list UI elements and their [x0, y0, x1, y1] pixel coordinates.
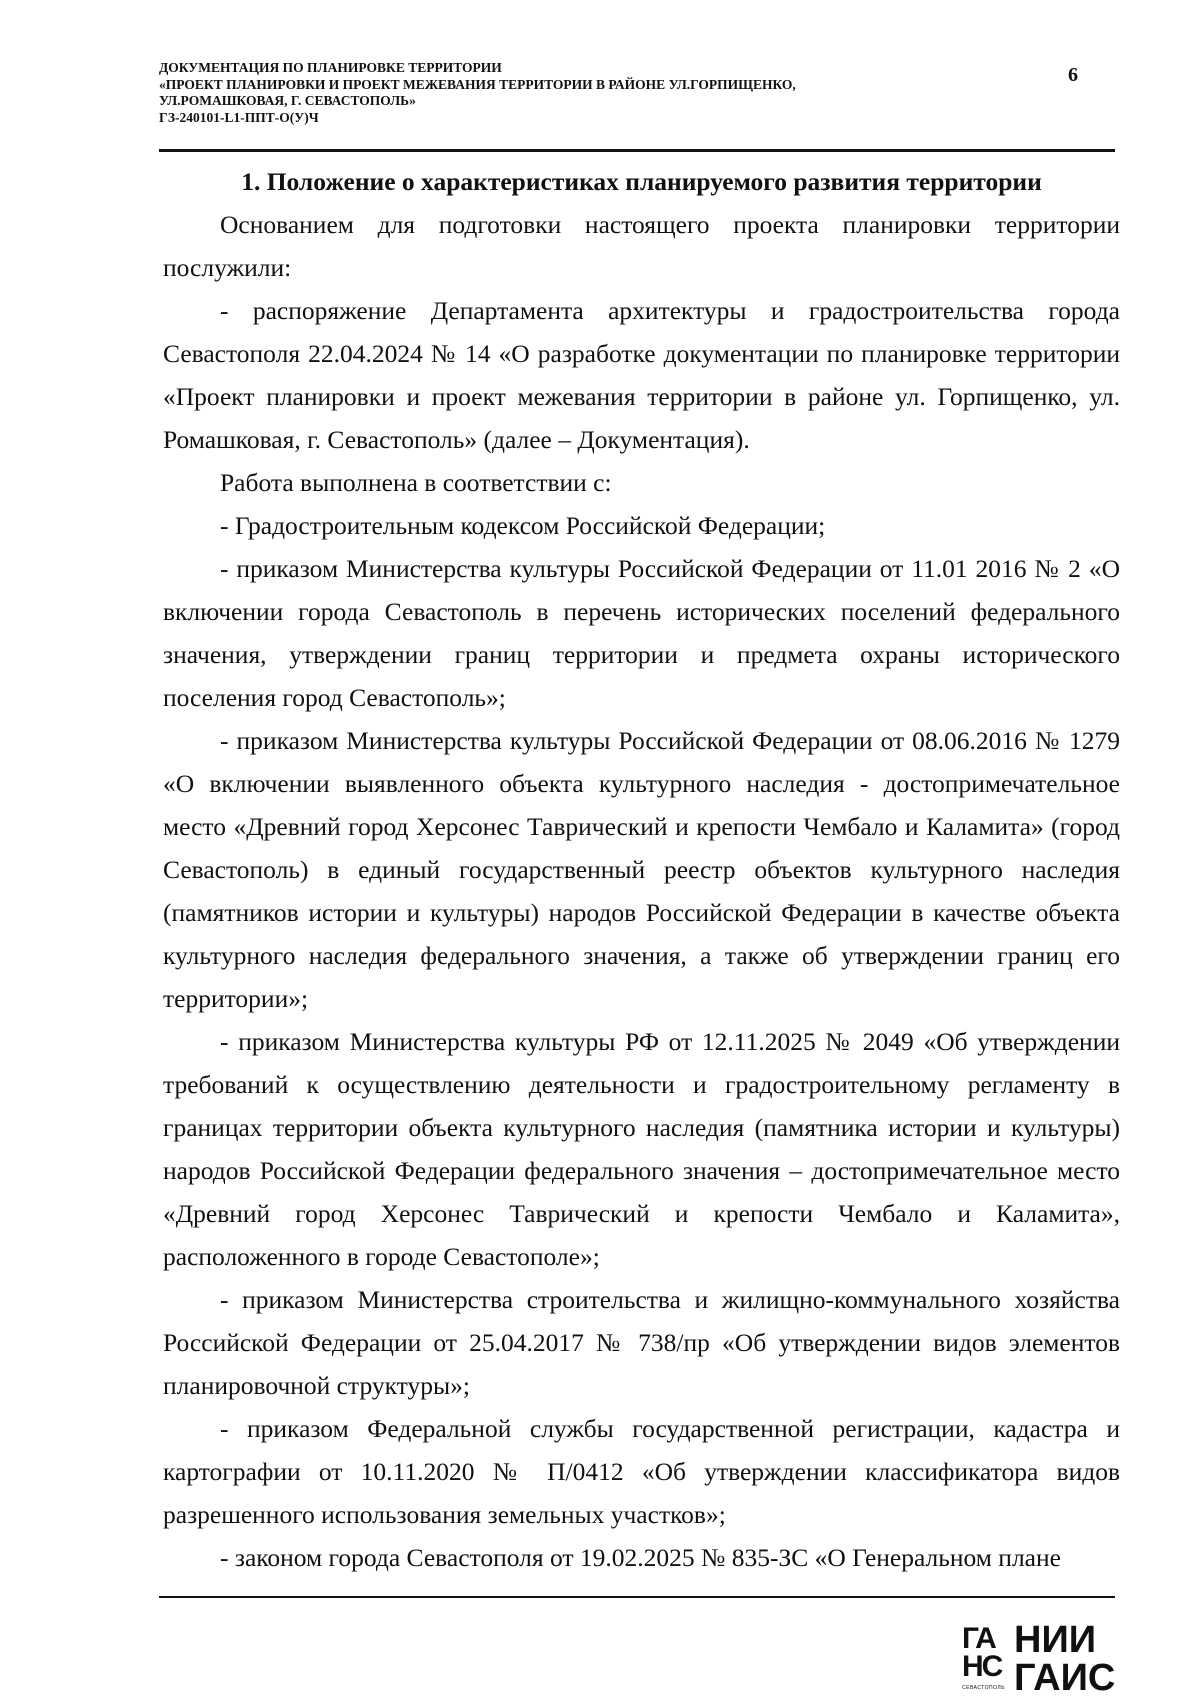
paragraph-5: - приказом Министерства культуры Российской Федерации от 11.01 2016 № 2 «О включении города Севастополь в перечень исторических поселений федерального значения, утверждении границ территории и предмета охраны исторического поселения город Севастополь»;	[163, 554, 1120, 712]
logo-mark-bottom: НС	[962, 1650, 1002, 1683]
header-line-1: ДОКУМЕНТАЦИЯ ПО ПЛАНИРОВКЕ ТЕРРИТОРИИ	[159, 60, 502, 75]
logo-word-bottom: ГАИС	[1014, 1657, 1116, 1699]
nii-gais-logo	[962, 1619, 1132, 1699]
paragraph-2: - распоряжение Департамента архитектуры и градостроительства города Севастополя 22.04.2024 № 14 «О разработке документации по планировке территории «Проект планировки и проект межевания территории в районе ул. Горпищенко, ул. Ромашковая, г. Севастополь» (далее – Документация).	[163, 296, 1120, 454]
section-title: 1. Положение о характеристиках планируемого развития территории	[241, 167, 1042, 196]
paragraph-7: - приказом Министерства культуры РФ от 12.11.2025 № 2049 «Об утверждении требований к осуществлению деятельности и градостроительному регламенту в границах территории объекта культурного наследия (памятника истории и культуры) народов Российской Федерации федерального значения – достопримечательное место «Древний город Херсонес Таврический и крепости Чембало и Каламита», расположенного в городе Севастополе»;	[163, 1027, 1120, 1271]
paragraph-8: - приказом Министерства строительства и жилищно-коммунального хозяйства Российской Федерации от 25.04.2017 № 738/пр «Об утверждении видов элементов планировочной структуры»;	[163, 1285, 1120, 1400]
document-header	[159, 60, 1059, 126]
header-divider	[159, 149, 1115, 152]
paragraph-1: Основанием для подготовки настоящего проекта планировки территории послужили:	[163, 210, 1120, 282]
header-line-4: ГЗ-240101-L1-ППТ-О(У)Ч	[159, 109, 319, 125]
logo-small-text: СЕВАСТОПОЛЬ	[962, 1685, 1005, 1691]
footer-divider	[159, 1596, 1115, 1598]
document-body	[163, 160, 1120, 1579]
page-number: 6	[1068, 64, 1078, 86]
paragraph-10: - законом города Севастополя от 19.02.2025 № 835-ЗС «О Генеральном плане	[220, 1543, 1061, 1572]
header-line-3: УЛ.РОМАШКОВАЯ, Г. СЕВАСТОПОЛЬ»	[159, 93, 416, 108]
header-line-2: «ПРОЕКТ ПЛАНИРОВКИ И ПРОЕКТ МЕЖЕВАНИЯ ТЕРРИТОРИИ В РАЙОНЕ УЛ.ГОРПИЩЕНКО,	[159, 76, 796, 92]
logo-mark	[962, 1622, 1010, 1683]
paragraph-9: - приказом Федеральной службы государственной регистрации, кадастра и картографии от 10.11.2020 № П/0412 «Об утверждении классификатора видов разрешенного использования земельных участков»;	[163, 1414, 1120, 1529]
logo-word-top: НИИ	[1014, 1619, 1097, 1661]
logo-words	[1014, 1621, 1115, 1697]
paragraph-3: Работа выполнена в соответствии с:	[220, 468, 612, 497]
paragraph-4: - Градостроительным кодексом Российской Федерации;	[220, 511, 826, 540]
logo-mark-top: ГА	[962, 1622, 995, 1655]
paragraph-6: - приказом Министерства культуры Российской Федерации от 08.06.2016 № 1279 «О включении выявленного объекта культурного наследия - достопримечательное место «Древний город Херсонес Таврический и крепости Чембало и Каламита» (город Севастополь) в единый государственный реестр объектов культурного наследия (памятников истории и культуры) народов Российской Федерации в качестве объекта культурного наследия федерального значения, а также об утверждении границ его территории»;	[163, 726, 1120, 1013]
